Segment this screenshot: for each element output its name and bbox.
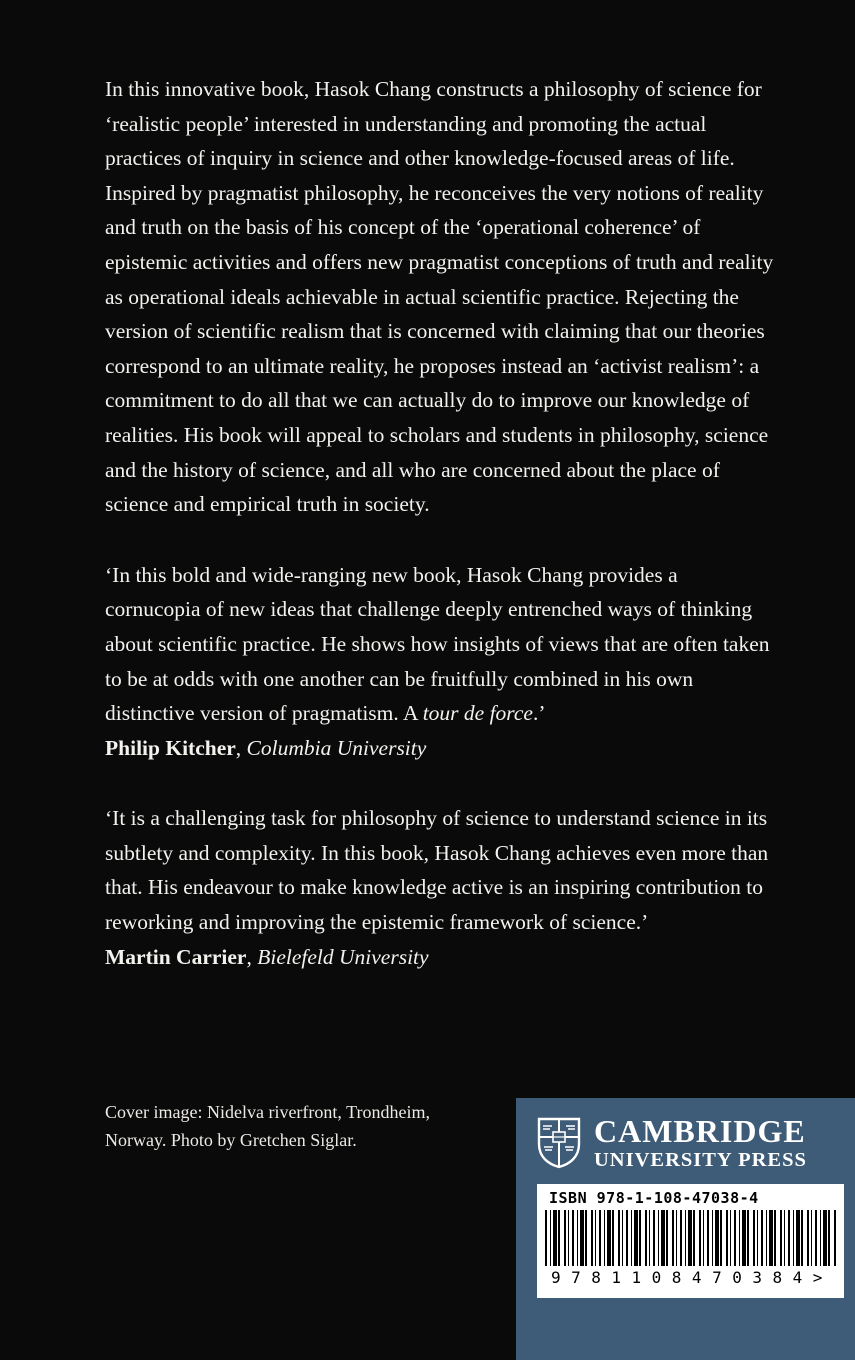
endorsement-quote-2 (105, 801, 777, 974)
quote-1-italic-phrase: tour de force (422, 701, 533, 726)
quote-1-attribution (105, 731, 777, 766)
quote-1-lead: ‘In this bold and wide-ranging new book, Hasok Chang provides a cornucopia of new ideas that challenge deeply entrenched ways of thinking about scientific practice. He shows how insights of views that are often taken to be at odds with one another can be fruitfully combined in his own distinctive version of pragmatism. A (105, 562, 770, 726)
cambridge-shield-icon (536, 1116, 582, 1170)
quote-2-author: Martin Carrier (105, 944, 247, 969)
quote-2-separator: , (246, 944, 258, 969)
publisher-name (594, 1114, 807, 1172)
barcode-digits (545, 1266, 836, 1290)
quote-2-text: ‘It is a challenging task for philosophy of science to understand science in its subtlety and complexity. In this book, Hasok Chang achieves even more than that. His endeavour to make knowledge active is an inspiring contribution to reworking and improving the epistemic framework of science.’ (105, 806, 769, 935)
quote-1-separator: , (235, 735, 247, 760)
quote-2-affiliation: Bielefeld University (257, 944, 429, 969)
back-cover-text-column (105, 72, 777, 974)
barcode-suffix-arrow: > (812, 1268, 833, 1287)
publisher-logo-block (516, 1098, 855, 1172)
barcode-bars (545, 1210, 836, 1266)
quote-1-tail: .’ (532, 701, 546, 726)
quote-2-attribution (105, 940, 777, 975)
barcode-digit-string: 9781108470384 (551, 1268, 813, 1287)
book-blurb-paragraph: In this innovative book, Hasok Chang constructs a philosophy of science for ‘realistic people’ interested in understanding and promoting the actual practices of inquiry in science and other knowledge-focused areas of life. Inspired by pragmatist philosophy, he reconceives the very notions of reality and truth on the basis of his concept of the ‘operational coherence’ of epistemic activities and offers new pragmatist conceptions of truth and reality as operational ideals achievable in actual scientific practice. Rejecting the version of scientific realism that is concerned with claiming that our theories correspond to an ultimate reality, he proposes instead an ‘activist realism’: a commitment to do all that we can actually do to improve our knowledge of realities. His book will appeal to scholars and students in philosophy, science and the history of science, and all who are concerned about the place of science and empirical truth in society. (105, 77, 774, 517)
quote-1-author: Philip Kitcher (105, 735, 236, 760)
endorsement-quote-1 (105, 558, 777, 766)
quote-1-text (105, 558, 777, 731)
cover-image-credit: Cover image: Nidelva riverfront, Trondheim, Norway. Photo by Gretchen Siglar. (105, 1102, 430, 1150)
publisher-name-line-1: CAMBRIDGE (594, 1113, 806, 1149)
publisher-panel (516, 1098, 855, 1360)
isbn-barcode-box (537, 1184, 844, 1298)
publisher-name-line-2: UNIVERSITY PRESS (594, 1149, 807, 1171)
quote-1-affiliation: Columbia University (246, 735, 427, 760)
isbn-label: ISBN 978-1-108-47038-4 (549, 1189, 759, 1207)
